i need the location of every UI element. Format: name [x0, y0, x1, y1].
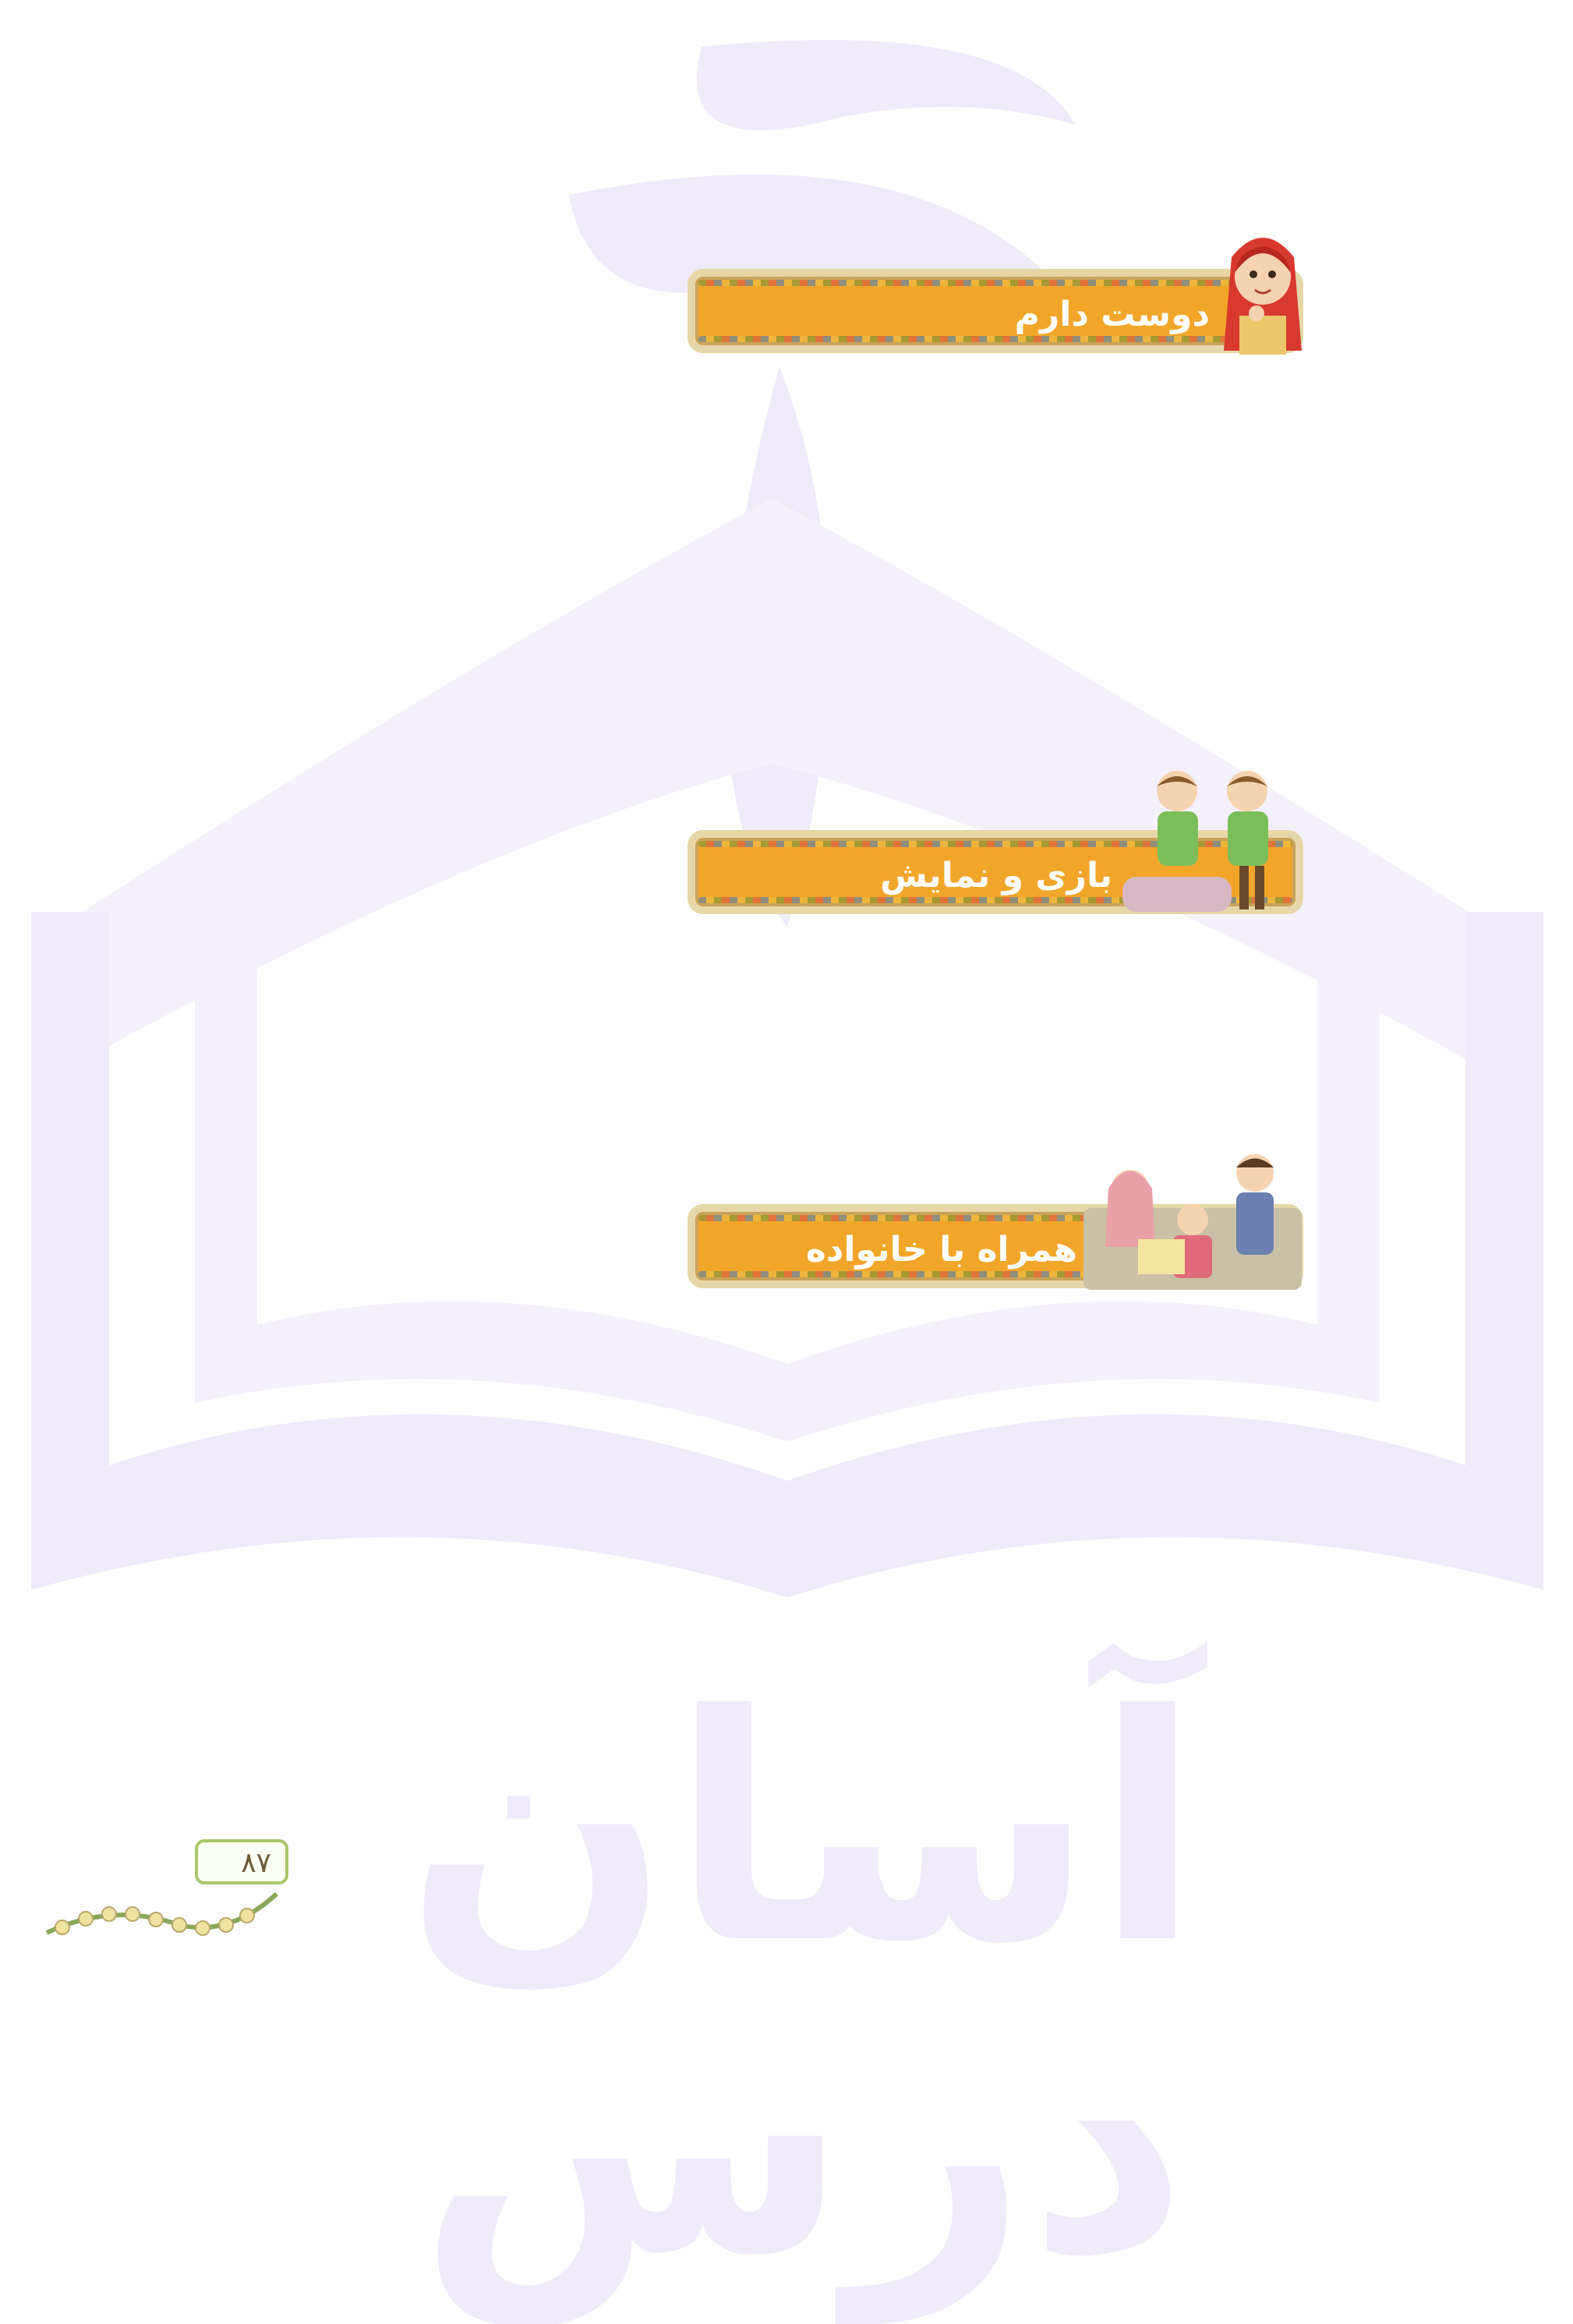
section2-title: بازی و نمایش — [880, 856, 1112, 895]
watermark-text: آسان درس — [404, 1650, 1202, 2324]
page-number: ۸۷ — [241, 1847, 271, 1879]
section3-title: همراه با خانواده — [805, 1230, 1077, 1270]
page-number-box — [195, 1839, 288, 1884]
children-illustration-icon — [1122, 760, 1302, 916]
section1-title: دوست دارم — [1014, 295, 1210, 334]
girl-illustration-icon — [1216, 226, 1310, 358]
family-illustration-icon — [1083, 1146, 1302, 1290]
section1-banner — [688, 269, 1303, 353]
